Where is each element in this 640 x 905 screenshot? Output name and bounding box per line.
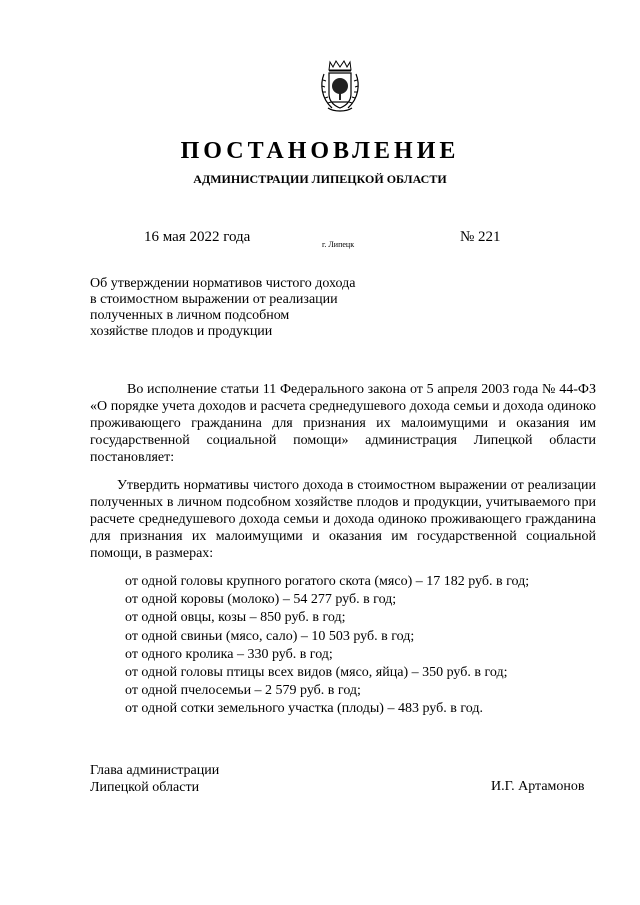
norms-list — [125, 573, 529, 719]
resolution-paragraph: Утвердить нормативы чистого дохода в стоимостном выражении от реализации полученных в личном подсобном хозяйстве плодов и продукции, учитываемого при расчете среднедушевого дохода семьи и дохода одиноко проживающего гражданина для признания их малоимущими и оказания им государственной социальной помощи, в размерах: — [90, 478, 596, 561]
signatory-position — [90, 762, 219, 796]
document-number: № 221 — [460, 229, 501, 245]
document-subject — [90, 276, 410, 340]
list-item: от одной пчелосемьи – 2 579 руб. в год; — [125, 683, 361, 699]
list-item: от одной коровы (молоко) – 54 277 руб. в год; — [125, 592, 397, 608]
list-item: от одной головы птицы всех видов (мясо, яйца) – 350 руб. в год; — [125, 665, 508, 681]
subject-line: Об утверждении нормативов чистого дохода — [90, 276, 356, 291]
subject-line: в стоимостном выражении от реализации — [90, 292, 338, 307]
document-date: 16 мая 2022 года — [144, 229, 251, 245]
issuing-authority: АДМИНИСТРАЦИИ ЛИПЕЦКОЙ ОБЛАСТИ — [193, 172, 447, 186]
preamble-paragraph: Во исполнение статьи 11 Федерального закона от 5 апреля 2003 года № 44-ФЗ «О порядке учета доходов и расчета среднедушевого дохода семьи и дохода одиноко проживающего гражданина для признания их малоимущими и оказания им государственной социальной помощи» администрация Липецкой области постановляет: — [90, 382, 596, 465]
list-item: от одного кролика – 330 руб. в год; — [125, 646, 333, 662]
list-item: от одной свиньи (мясо, сало) – 10 503 руб. в год; — [125, 628, 415, 644]
document-city: г. Липецк — [322, 240, 355, 249]
list-item: от одной сотки земельного участка (плоды) – 483 руб. в год. — [125, 701, 483, 717]
signatory-position-line: Липецкой области — [90, 780, 200, 795]
list-item: от одной овцы, козы – 850 руб. в год; — [125, 610, 346, 626]
signatory-position-line: Глава администрации — [90, 763, 220, 778]
list-item: от одной головы крупного рогатого скота (мясо) – 17 182 руб. в год; — [125, 574, 530, 589]
coat-of-arms-icon — [318, 58, 362, 114]
document-title: ПОСТАНОВЛЕНИЕ — [180, 138, 460, 164]
subject-line: полученных в личном подсобном — [90, 308, 290, 323]
signatory-name: И.Г. Артамонов — [491, 779, 585, 794]
subject-line: хозяйстве плодов и продукции — [90, 324, 273, 339]
